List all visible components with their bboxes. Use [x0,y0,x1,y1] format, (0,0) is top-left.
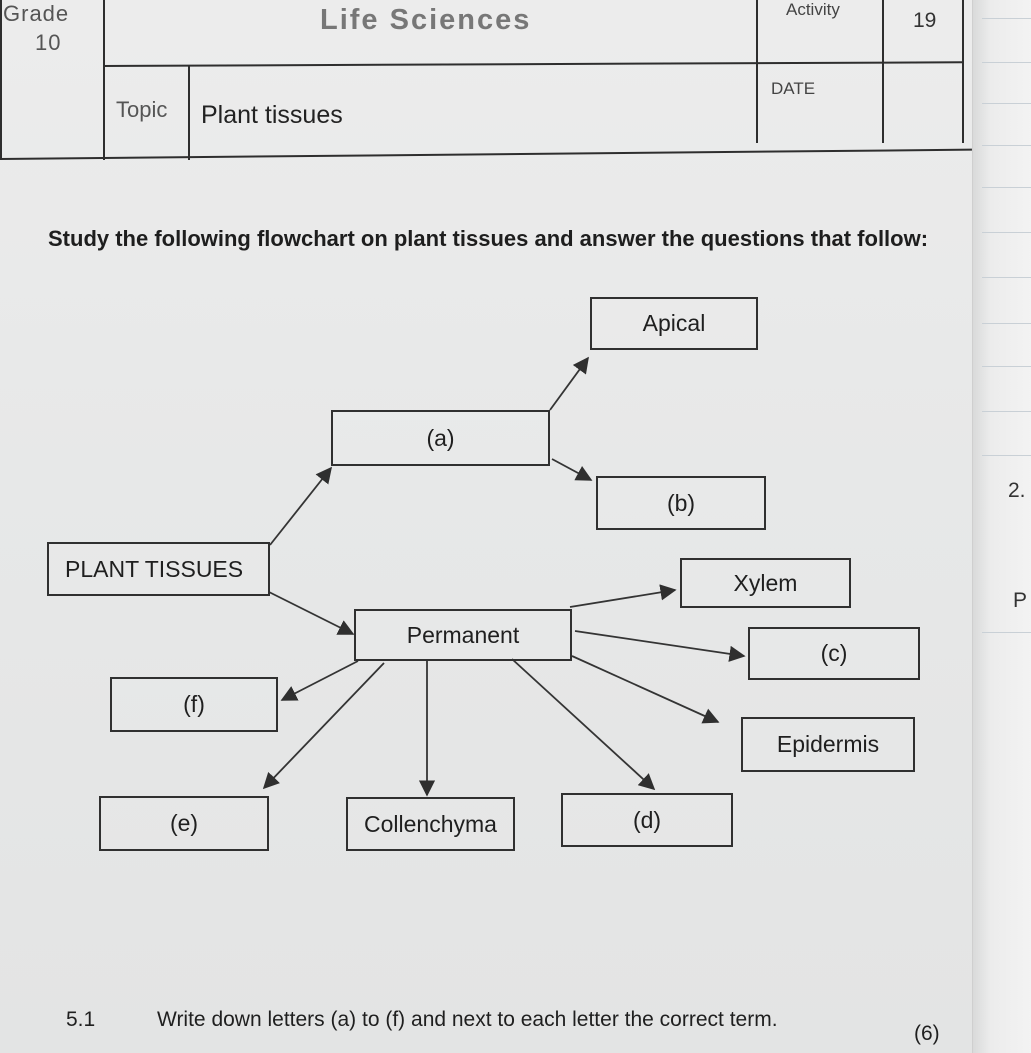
collenchyma-label: Collenchyma [364,810,497,837]
permanent-label: Permanent [406,621,520,648]
adjacent-page-rule [982,145,1031,146]
activity-number: 19 [913,9,937,32]
flowchart-box-a [331,410,550,466]
flowchart-box-c [748,627,920,680]
flowchart-box-plant-tissues [47,542,270,596]
flowchart-box-apical [590,297,758,350]
adjacent-page-rule [982,277,1031,278]
grade-value: 10 [35,30,62,55]
table-divider-grade [103,0,105,160]
worksheet-header-table [0,0,972,160]
placeholder-c-label: (c) [820,640,848,666]
placeholder-a-label: (a) [426,424,455,451]
adjacent-page-letter: P [1013,589,1028,612]
adjacent-page-rule [982,366,1031,367]
adjacent-page-rule [982,411,1031,412]
adjacent-page-rule [982,632,1031,633]
table-divider-value [882,0,884,143]
placeholder-b-label: (b) [666,489,696,516]
xylem-label: Xylem [733,569,798,596]
flowchart-box-d [561,793,733,847]
adjacent-page-rule [982,455,1031,456]
flowchart-box-f [110,677,278,732]
question-marks: (6) [914,1022,940,1045]
flowchart-box-collenchyma [346,797,515,851]
plant-tissues-label: PLANT TISSUES [65,555,244,582]
grade-label: Grade [3,1,70,26]
epidermis-label: Epidermis [776,731,880,757]
subject-title: Life Sciences [320,4,532,36]
table-border-left [0,0,2,160]
placeholder-e-label: (e) [169,810,199,836]
topic-value: Plant tissues [201,101,343,129]
activity-label: Activity [786,0,840,19]
flowchart-box-e [99,796,269,851]
table-border-right [962,0,964,143]
adjacent-page-rule [982,103,1031,104]
table-divider-activity [756,0,758,143]
adjacent-page-rule [982,18,1031,19]
question-number: 5.1 [66,1008,96,1031]
date-label: DATE [771,79,816,98]
adjacent-page-rule [982,62,1031,63]
table-border-bottom [0,149,972,160]
question-text: Write down letters (a) to (f) and next to each letter the correct term. [157,1008,778,1031]
flowchart-box-b [596,476,766,530]
adjacent-page-edge [972,0,1031,1053]
placeholder-d-label: (d) [632,806,662,833]
adjacent-page-rule [982,232,1031,233]
topic-label: Topic [116,97,168,122]
flowchart-box-permanent [354,609,572,661]
adjacent-page-rule [982,187,1031,188]
flowchart-box-xylem [680,558,851,608]
flowchart-box-epidermis [741,717,915,772]
flowchart-instruction: Study the following flowchart on plant tissues and answer the questions that follow: [48,226,929,251]
table-divider-topic [188,66,190,160]
adjacent-page-rule [982,323,1031,324]
adjacent-page-number: 2. [1008,479,1026,502]
placeholder-f-label: (f) [183,691,205,717]
apical-label: Apical [642,310,706,336]
table-row-divider [103,61,962,67]
